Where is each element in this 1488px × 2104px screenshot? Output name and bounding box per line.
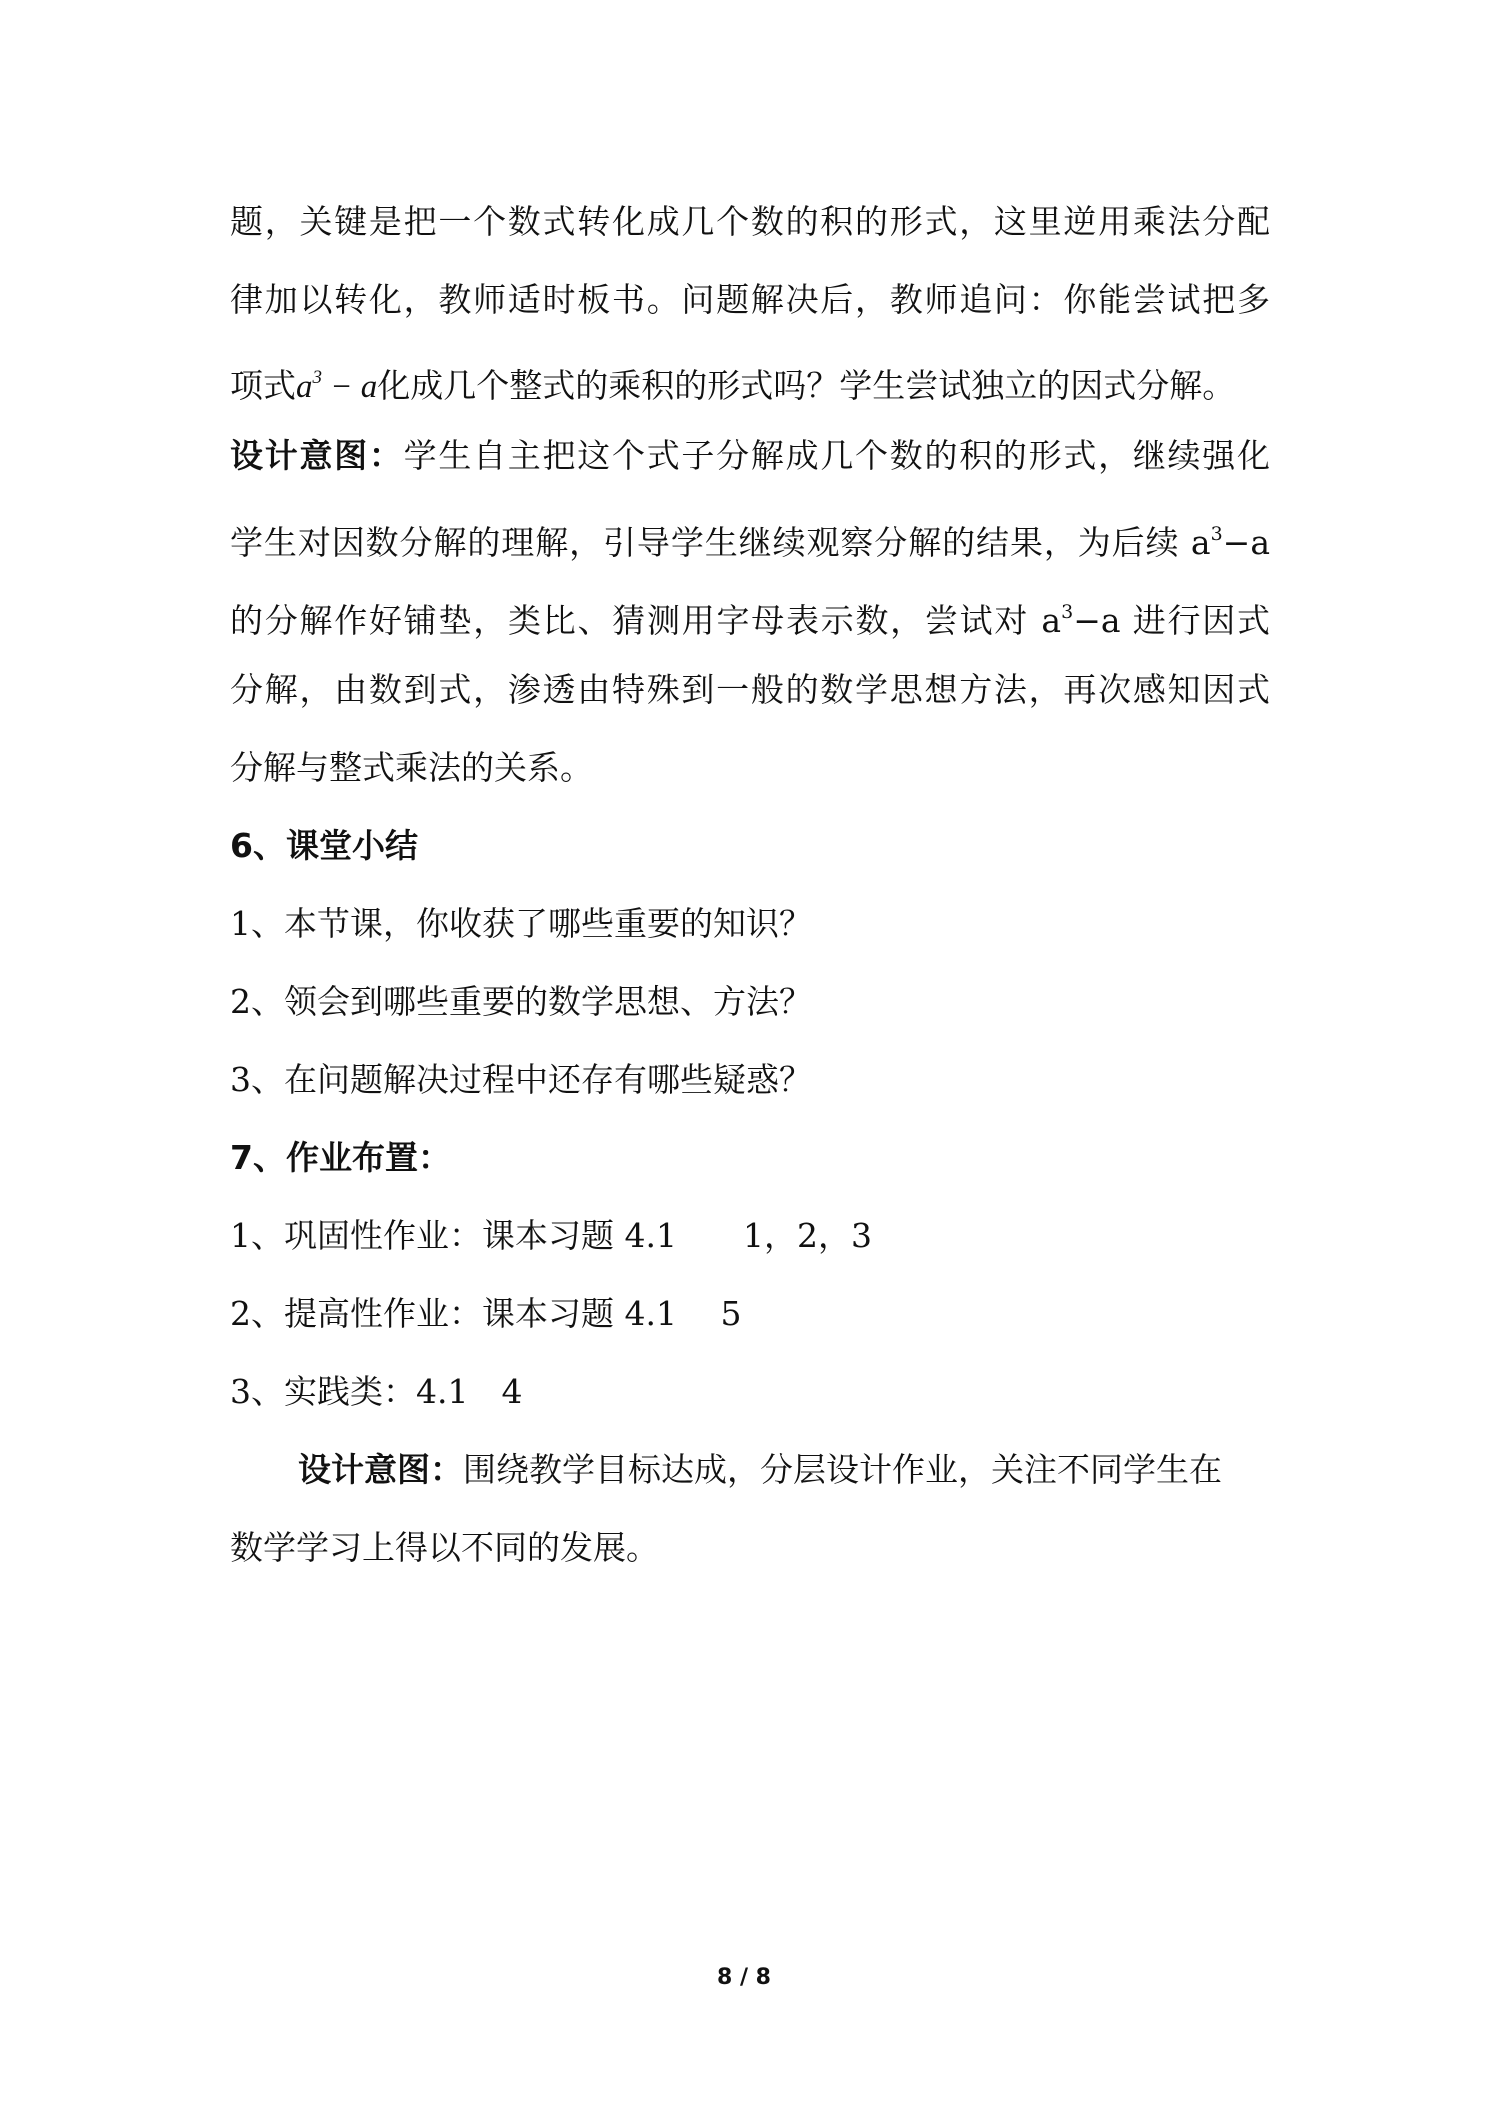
text-segment: 项式 [230, 366, 296, 405]
section-heading-7: 7、作业布置： [230, 1138, 451, 1177]
paragraph-line: 学生对因数分解的理解，引导学生继续观察分解的结果，为后续 $a^3-a$ [230, 523, 1270, 562]
list-item: 3、在问题解决过程中还存有哪些疑惑？ [230, 1060, 812, 1099]
text-segment: 学生自主把这个式子分解成几个数的积的形式，继续强化 [403, 436, 1271, 475]
section-heading-6: 6、课堂小结 [230, 826, 418, 865]
paragraph-line: 律加以转化，教师适时板书。问题解决后，教师追问：你能尝试把多 [230, 280, 1270, 319]
paragraph-line: 分解，由数到式，渗透由特殊到一般的数学思想方法，再次感知因式 [230, 670, 1270, 709]
list-item: 1、本节课，你收获了哪些重要的知识？ [230, 904, 812, 943]
page-number: 8 / 8 [717, 1965, 771, 1990]
paragraph-line-with-formula [230, 356, 1235, 409]
list-item: 2、领会到哪些重要的数学思想、方法？ [230, 982, 812, 1021]
text-segment: 化成几个整式的乘积的形式吗？学生尝试独立的因式分解。 [377, 366, 1236, 405]
superscript: 3 [1210, 523, 1223, 545]
paragraph-line: 分解与整式乘法的关系。 [230, 748, 593, 787]
paragraph-line: 的分解作好铺垫，类比、猜测用字母表示数，尝试对 $a^3-a$ 进行因式 [230, 601, 1270, 640]
design-intent-line [298, 1448, 1222, 1492]
text-segment: 围绕教学目标达成，分层设计作业，关注不同学生在 [463, 1450, 1222, 1489]
list-item: 2、提高性作业：课本习题 4.1 5 [230, 1294, 742, 1333]
list-item: 3、实践类：4.1 4 [230, 1372, 523, 1411]
formula-a-cubed-minus-a: $a^3 - a$ [296, 367, 378, 405]
superscript: 3 [1061, 601, 1074, 623]
paragraph-line: 数学学习上得以不同的发展。 [230, 1528, 659, 1567]
paragraph-line: 题，关键是把一个数式转化成几个数的积的形式，这里逆用乘法分配 [230, 202, 1270, 241]
design-intent-label: 设计意图： [230, 436, 404, 475]
list-item: 1、巩固性作业：课本习题 4.1 1，2，3 [230, 1216, 872, 1255]
design-intent-label: 设计意图： [298, 1450, 463, 1489]
design-intent-line [230, 434, 1270, 478]
